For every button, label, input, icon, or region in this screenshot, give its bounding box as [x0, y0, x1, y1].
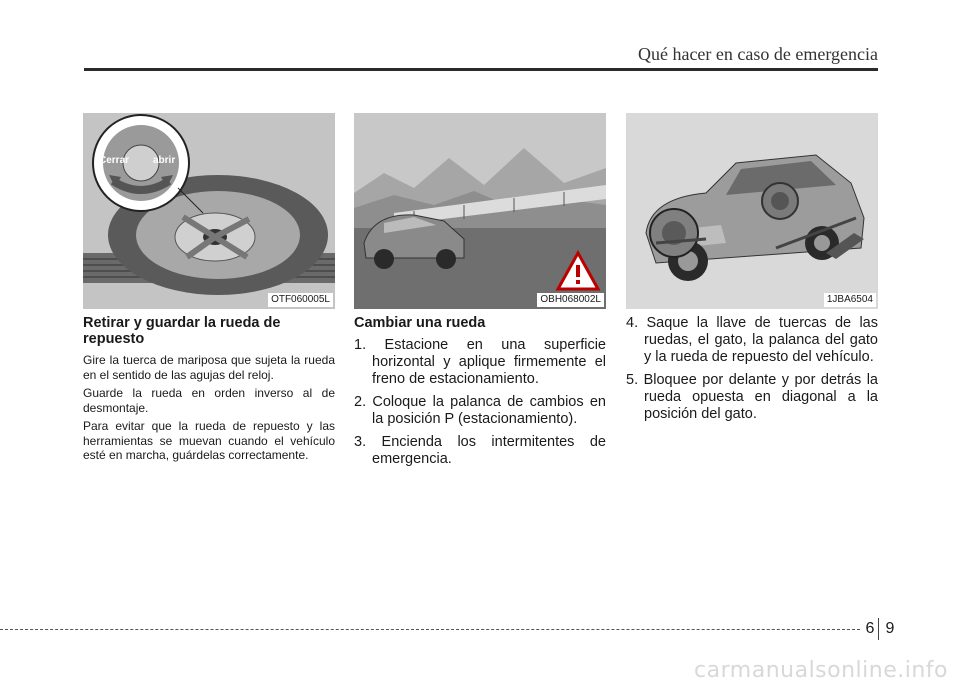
watermark: carmanualsonline.info: [694, 658, 948, 683]
page-header-title: Qué hacer en caso de emergencia: [637, 44, 878, 64]
open-label: abrir: [153, 155, 176, 166]
car-tools-figure: [626, 113, 878, 309]
page-number-value: 9: [885, 620, 895, 637]
column-spare-wheel: [83, 113, 335, 467]
section-heading: Retirar y guardar la rueda de repuesto: [83, 315, 281, 347]
figure-code: 1JBA6504: [824, 293, 876, 307]
page-number-divider: [878, 618, 879, 640]
chapter-number: 6: [865, 620, 875, 637]
step-item: 5. Bloquee por delante y por detrás la rueda opuesta en diagonal a la posición del gato.: [626, 372, 878, 422]
paragraph: Guarde la rueda en orden inverso al de desmontaje.: [83, 386, 335, 415]
header-rule: [84, 68, 878, 71]
column-jack-tools: [626, 113, 878, 429]
paragraph: Para evitar que la rueda de repuesto y las herramientas se muevan cuando el vehículo esté en marcha, guárdelas correctamente.: [83, 419, 335, 462]
section-heading: Cambiar una rueda: [354, 315, 486, 331]
step-item: 4. Saque la llave de tuercas de las ruedas, el gato, la palanca del gato y la rueda de repuesto del vehículo.: [626, 315, 878, 365]
spare-wheel-figure: [83, 113, 335, 309]
step-item: 1. Estacione en una superficie horizontal y aplique firmemente el freno de estacionamiento.: [354, 337, 606, 387]
close-label: Cerrar: [99, 155, 130, 166]
parked-car-illustration: [354, 113, 606, 309]
paragraph: Gire la tuerca de mariposa que sujeta la rueda en el sentido de las agujas del reloj.: [83, 353, 335, 382]
column-change-wheel: [354, 113, 606, 474]
figure-code: OBH068002L: [537, 293, 604, 307]
footer-rule: [0, 629, 860, 630]
step-item: 2. Coloque la palanca de cambios en la posición P (estacionamiento).: [354, 394, 606, 427]
page-number: [860, 620, 900, 638]
spare-wheel-illustration: [83, 113, 335, 309]
step-item: 3. Encienda los intermitentes de emergencia.: [354, 434, 606, 467]
parked-car-figure: [354, 113, 606, 309]
car-tools-illustration: [626, 113, 878, 309]
figure-code: OTF060005L: [268, 293, 333, 307]
